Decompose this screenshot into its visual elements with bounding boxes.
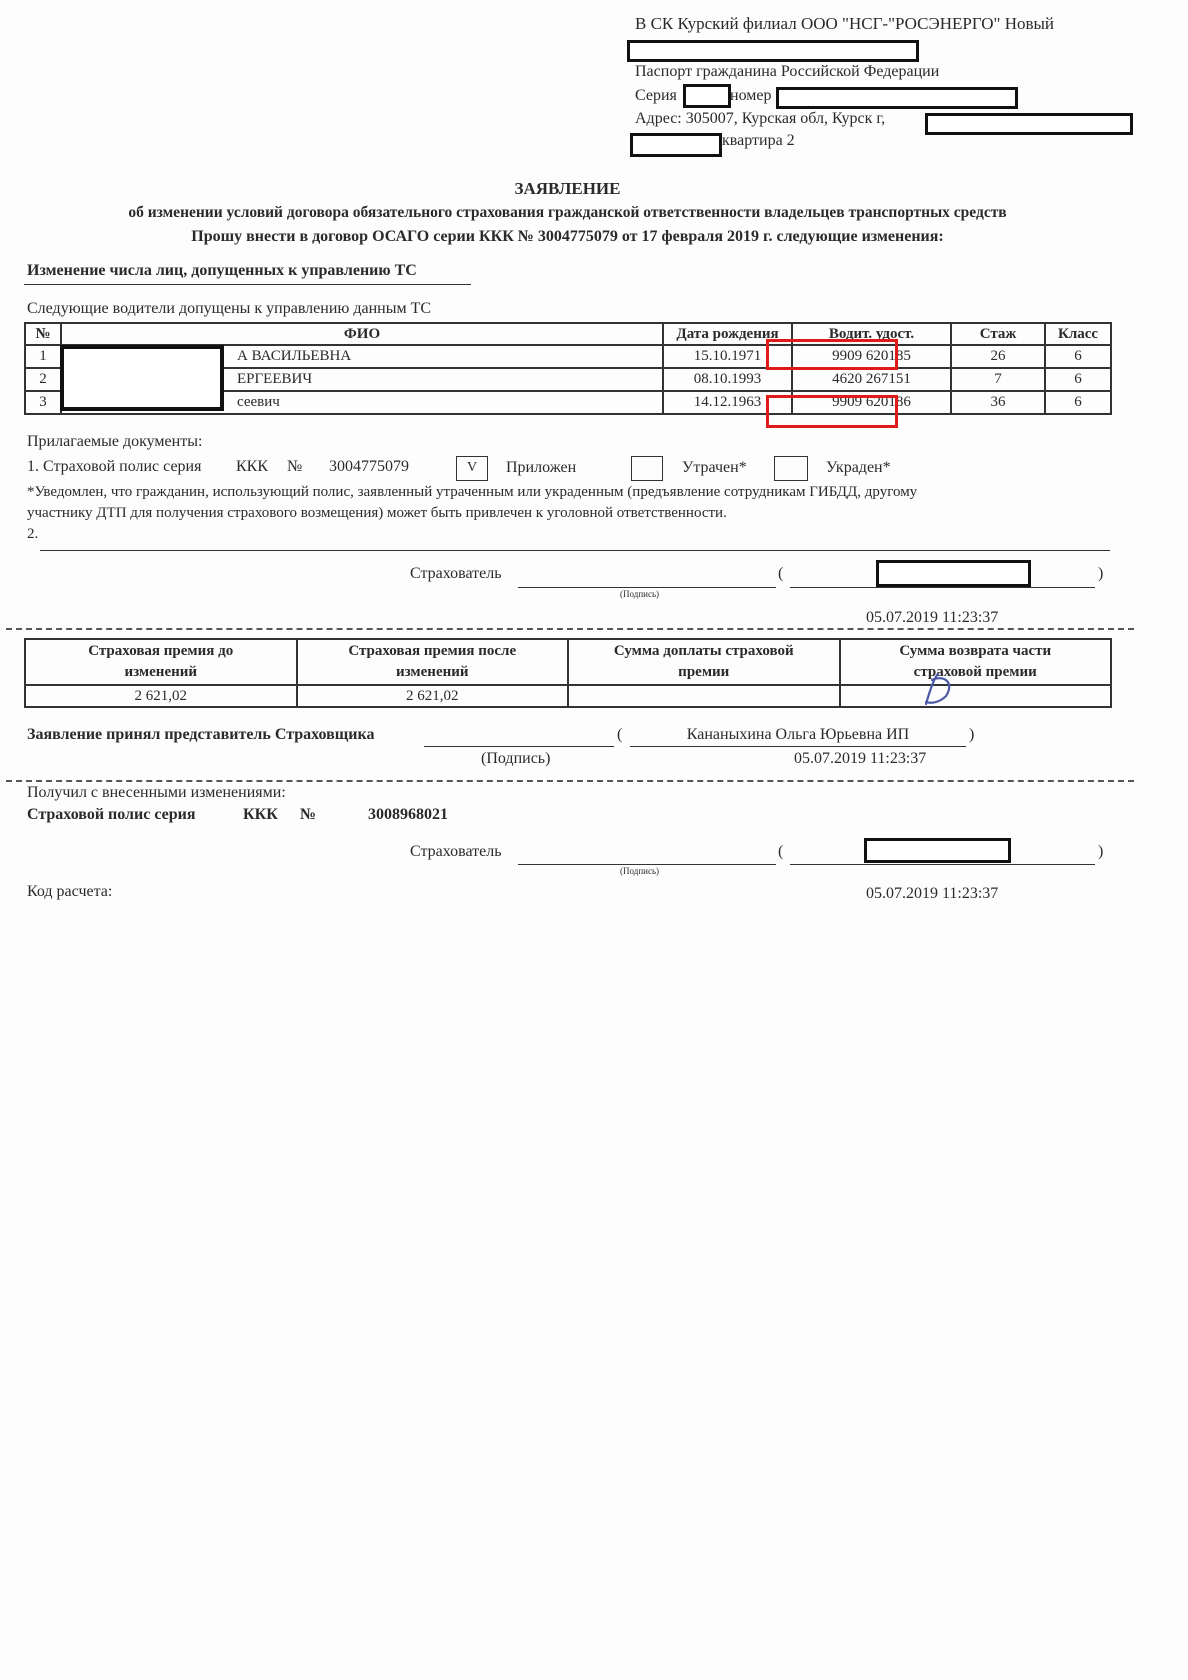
redacted-insured-name-1 [876,560,1031,587]
col-experience: Стаж [951,323,1045,345]
calc-code-label: Код расчета: [27,883,113,900]
license-highlight-1 [766,339,898,370]
attachments-label: Прилагаемые документы: [27,433,203,450]
number-label: номер [730,87,772,104]
signature-line-2[interactable] [518,864,776,865]
table-row: 1 А ВАСИЛЬЕВНА 15.10.1971 9909 620185 26 6 [25,345,1111,368]
paren-close-2: ) [969,726,975,743]
insured-label-2: Страхователь [410,843,502,860]
paren-open-2: ( [617,726,623,743]
surcharge-value [568,685,840,707]
document-subtitle: об изменении условий договора обязательного страхования гражданской ответственности владельцев транспортных средств [128,204,1007,221]
received-label: Получил с внесенными изменениями: [27,784,286,801]
attachment-item2: 2. [27,526,39,542]
license-highlight-2 [766,395,898,428]
redacted-address [925,113,1133,135]
premium-after-value: 2 621,02 [297,685,569,707]
item2-line [40,550,1110,551]
cut-line-2 [6,780,1134,782]
premium-before-value: 2 621,02 [25,685,297,707]
request-line: Прошу внести в договор ОСАГО серии ККК № 3004775079 от 17 февраля 2019 г. следующие изменения: [191,228,944,245]
paren-open-1: ( [778,565,784,582]
table-row: 2 ЕРГЕЕВИЧ 08.10.1993 4620 267151 7 6 [25,368,1111,391]
datetime-3: 05.07.2019 11:23:37 [866,885,999,902]
redacted-number [776,87,1018,109]
datetime-2: 05.07.2019 11:23:37 [794,750,927,767]
apartment-line: квартира 2 [722,132,795,149]
attached-checkbox[interactable]: V [456,456,488,481]
attachment-number: 3004775079 [329,458,409,475]
attachment-no: № [287,458,303,475]
name-line-2 [790,864,1095,865]
paren-close-3: ) [1098,843,1104,860]
col-license: Водит. удост. [792,323,951,345]
new-policy-number: 3008968021 [368,806,448,823]
paren-open-3: ( [778,843,784,860]
document-title: ЗАЯВЛЕНИЕ [514,179,621,198]
redacted-name [627,40,919,62]
refund-header: Сумма возврата части страховой премии [840,639,1112,685]
rep-name-line [630,746,966,747]
name-line-1 [790,587,1095,588]
stolen-checkbox[interactable] [774,456,808,481]
redacted-insured-name-2 [864,838,1011,863]
lost-checkbox[interactable] [631,456,663,481]
col-dob: Дата рождения [663,323,792,345]
new-policy-label: Страховой полис серия [27,806,196,823]
refund-value [840,685,1112,707]
notice-line-2: участнику ДТП для получения страхового возмещения) может быть привлечен к уголовной ответственности. [27,505,727,521]
signature-line-1[interactable] [518,587,776,588]
new-policy-series: ККК [243,806,278,823]
signature-caption-2: (Подпись) [620,866,660,876]
rep-signature-caption: (Подпись) [481,750,551,767]
cut-line-1 [6,628,1134,630]
surcharge-header: Сумма доплаты страховой премии [568,639,840,685]
attachment-series: ККК [236,458,269,475]
section-heading: Изменение числа лиц, допущенных к управлению ТС [27,262,417,279]
redacted-series [683,84,731,108]
insured-label-1: Страхователь [410,565,502,582]
col-fio: ФИО [61,323,663,345]
new-policy-no: № [300,806,317,823]
notice-line-1: *Уведомлен, что гражданин, использующий полис, заявленный утраченным или украденным (предъявление сотрудникам ГИБДД, другому [27,484,918,500]
accepted-label: Заявление принял представитель Страховщика [27,726,375,743]
representative-name: Кананыхина Ольга Юрьевна ИП [686,726,910,743]
datetime-1: 05.07.2019 11:23:37 [866,609,999,626]
attachment-item1: 1. Страховой полис серия [27,458,202,475]
rep-signature-line[interactable] [424,746,614,747]
signature-caption-1: (Подпись) [620,589,660,599]
premium-before-header: Страховая премия до изменений [25,639,297,685]
redacted-address-2 [630,133,722,157]
stolen-label: Украден* [826,459,891,476]
table-row: 3 сеевич 14.12.1963 9909 620186 36 6 [25,391,1111,414]
section-heading-underline [24,284,471,285]
col-number: № [25,323,61,345]
drivers-intro: Следующие водители допущены к управлению данным ТС [27,300,432,317]
lost-label: Утрачен* [682,459,747,476]
premium-after-header: Страховая премия после изменений [297,639,569,685]
paren-close-1: ) [1098,565,1104,582]
attached-label: Приложен [506,459,577,476]
address-line: Адрес: 305007, Курская обл, Курск г, [635,110,886,127]
series-label: Серия [635,87,677,104]
passport-label: Паспорт гражданина Российской Федерации [635,63,940,80]
handwritten-signature-mark [918,668,958,708]
redacted-driver-names [60,345,224,411]
addressee-line: В СК Курский филиал ООО "НСГ-"РОСЭНЕРГО" Новый [635,14,1055,33]
col-class: Класс [1045,323,1111,345]
